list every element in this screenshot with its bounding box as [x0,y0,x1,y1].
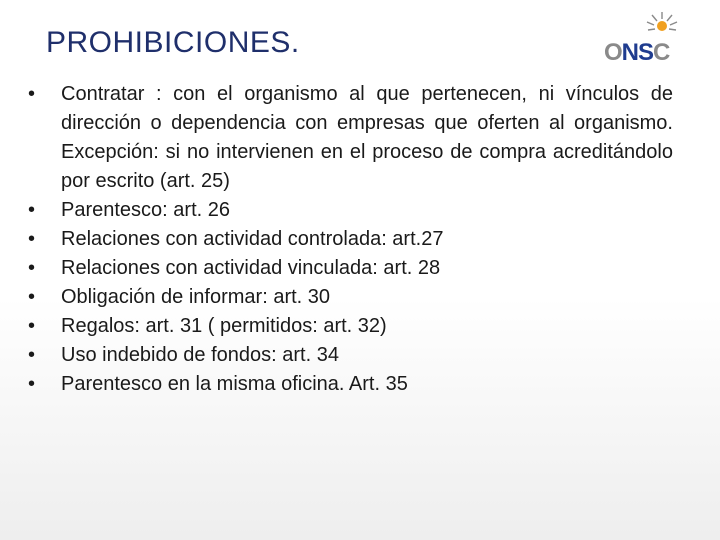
bullet-list [28,80,673,399]
bullet-text: Parentesco: art. 26 [61,199,230,221]
bullet-text: Obligación de informar: art. 30 [61,286,331,308]
bullet-text: Parentesco en la misma oficina. Art. 35 [61,373,408,395]
bullet-marker: • [28,257,36,279]
bullet-item [28,254,673,283]
bullet-text: Contratar : con el organismo al que pertenecen, ni vínculos de dirección o dependencia con empresas que oferten al organismo. Excepción: si no intervienen en el proceso de compra acreditándolo por escrito (art. 25) [61,83,673,192]
bullet-text: Regalos: art. 31 ( permitidos: art. 32) [61,315,387,337]
bullet-item [28,283,673,312]
slide-title: PROHIBICIONES. [46,26,300,59]
bullet-item [28,341,673,370]
bullet-marker: • [28,228,36,250]
bullet-marker: • [28,83,36,105]
onsc-logo [600,10,700,70]
bullet-item [28,196,673,225]
bullet-text: Relaciones con actividad vinculada: art. 28 [61,257,441,279]
bullet-marker: • [28,344,36,366]
bullet-marker: • [28,199,36,221]
bullet-marker: • [28,315,36,337]
logo-text: ONSC [604,39,670,66]
bullet-item [28,80,673,196]
bullet-item [28,370,673,399]
logo-sun-icon [647,12,677,31]
bullet-item [28,312,673,341]
bullet-text: Uso indebido de fondos: art. 34 [61,344,339,366]
bullet-marker: • [28,286,36,308]
bullet-text: Relaciones con actividad controlada: art.27 [61,228,444,250]
bullet-marker: • [28,373,36,395]
bullet-item [28,225,673,254]
